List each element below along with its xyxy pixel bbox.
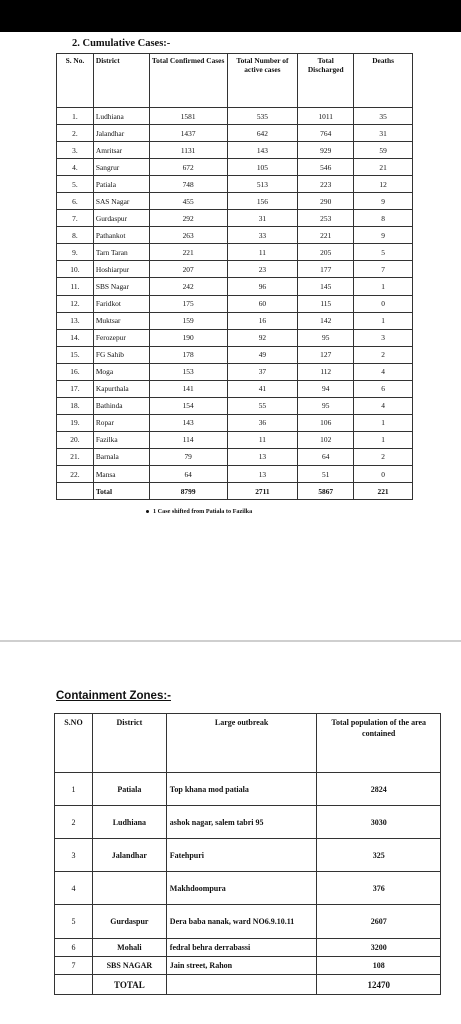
cell-sno: 2. <box>57 125 94 142</box>
cell-active: 143 <box>227 142 298 159</box>
cell-deaths: 31 <box>354 125 413 142</box>
cell-district: Hoshiarpur <box>93 261 149 278</box>
cell-sno: 20. <box>57 431 94 448</box>
table-row <box>55 939 441 957</box>
cell-active: 642 <box>227 125 298 142</box>
table-row <box>57 346 413 363</box>
cell-active: 513 <box>227 176 298 193</box>
cell-active: 23 <box>227 261 298 278</box>
header-sno: S. No. <box>57 54 94 108</box>
cell-deaths: 9 <box>354 227 413 244</box>
cell-outbreak: ashok nagar, salem tabri 95 <box>166 806 317 839</box>
cell-discharged: 127 <box>298 346 354 363</box>
cell-deaths: 5 <box>354 244 413 261</box>
cell-district: Gurdaspur <box>92 905 166 939</box>
cell-district: TOTAL <box>92 975 166 995</box>
cell-confirmed: 64 <box>149 465 227 482</box>
cell-active: 535 <box>227 108 298 125</box>
cell-active: 11 <box>227 431 298 448</box>
cell-sno: 16. <box>57 363 94 380</box>
cell-district: Jalandhar <box>92 839 166 872</box>
cell-discharged: 1011 <box>298 108 354 125</box>
cell-sno: 1 <box>55 773 93 806</box>
cell-district: Muktsar <box>93 312 149 329</box>
cell-active: 105 <box>227 159 298 176</box>
cell-active: 92 <box>227 329 298 346</box>
table-row <box>55 839 441 872</box>
cell-active: 2711 <box>227 483 298 500</box>
cell-confirmed: 154 <box>149 397 227 414</box>
cell-district: Sangrur <box>93 159 149 176</box>
cell-population: 3030 <box>317 806 441 839</box>
cell-population: 325 <box>317 839 441 872</box>
cell-sno: 3. <box>57 142 94 159</box>
cell-confirmed: 178 <box>149 346 227 363</box>
cell-sno: 3 <box>55 839 93 872</box>
cell-deaths: 1 <box>354 312 413 329</box>
cell-active: 13 <box>227 448 298 465</box>
table-row <box>57 380 413 397</box>
header-sno: S.NO <box>55 714 93 773</box>
cell-deaths: 12 <box>354 176 413 193</box>
table-row <box>57 397 413 414</box>
cell-sno: 4. <box>57 159 94 176</box>
cell-district <box>92 872 166 905</box>
table-row <box>57 244 413 261</box>
cell-sno: 22. <box>57 465 94 482</box>
cell-sno: 17. <box>57 380 94 397</box>
cell-discharged: 142 <box>298 312 354 329</box>
cell-discharged: 290 <box>298 193 354 210</box>
cell-population: 2824 <box>317 773 441 806</box>
cell-outbreak: Makhdoompura <box>166 872 317 905</box>
table-row <box>55 957 441 975</box>
cell-district: SAS Nagar <box>93 193 149 210</box>
cell-deaths: 221 <box>354 483 413 500</box>
cell-discharged: 106 <box>298 414 354 431</box>
cell-district: Gurdaspur <box>93 210 149 227</box>
cell-sno: 15. <box>57 346 94 363</box>
cell-deaths: 6 <box>354 380 413 397</box>
cell-discharged: 221 <box>298 227 354 244</box>
cell-discharged: 102 <box>298 431 354 448</box>
cell-confirmed: 159 <box>149 312 227 329</box>
cumulative-cases-table <box>56 53 413 500</box>
cell-sno: 19. <box>57 414 94 431</box>
table-row <box>57 329 413 346</box>
cell-discharged: 64 <box>298 448 354 465</box>
cell-sno: 14. <box>57 329 94 346</box>
cell-sno: 13. <box>57 312 94 329</box>
cell-confirmed: 141 <box>149 380 227 397</box>
footnote-text: 1 Case shifted from Patiala to Fazilka <box>153 508 253 515</box>
header-deaths: Deaths <box>354 54 413 108</box>
table-row <box>57 261 413 278</box>
cell-deaths: 0 <box>354 465 413 482</box>
containment-zones-title: Containment Zones:- <box>56 690 171 702</box>
cell-district: Bathinda <box>93 397 149 414</box>
table-row <box>57 465 413 482</box>
containment-zones-body <box>55 773 441 995</box>
cell-district: Total <box>93 483 149 500</box>
cell-district: Patiala <box>93 176 149 193</box>
cell-discharged: 205 <box>298 244 354 261</box>
cell-active: 33 <box>227 227 298 244</box>
cell-confirmed: 292 <box>149 210 227 227</box>
table-row <box>55 773 441 806</box>
cell-deaths: 1 <box>354 278 413 295</box>
cell-confirmed: 242 <box>149 278 227 295</box>
cell-discharged: 253 <box>298 210 354 227</box>
cell-sno: 7. <box>57 210 94 227</box>
cell-district: Tarn Taran <box>93 244 149 261</box>
cumulative-cases-title: 2. Cumulative Cases:- <box>72 38 171 49</box>
cell-population: 3200 <box>317 939 441 957</box>
cell-active: 11 <box>227 244 298 261</box>
cell-sno: 10. <box>57 261 94 278</box>
cell-discharged: 115 <box>298 295 354 312</box>
cell-sno: 6 <box>55 939 93 957</box>
containment-zones-table <box>54 713 441 995</box>
cell-sno: 5. <box>57 176 94 193</box>
cell-district: Barnala <box>93 448 149 465</box>
header-outbreak: Large outbreak <box>166 714 317 773</box>
cell-sno: 7 <box>55 957 93 975</box>
table-row <box>57 159 413 176</box>
cell-sno <box>57 483 94 500</box>
cell-active: 41 <box>227 380 298 397</box>
header-district: District <box>92 714 166 773</box>
cell-confirmed: 263 <box>149 227 227 244</box>
table-row <box>57 414 413 431</box>
table-row <box>57 363 413 380</box>
cell-district: Fazilka <box>93 431 149 448</box>
table-row <box>57 108 413 125</box>
table-row <box>57 142 413 159</box>
table-row <box>55 905 441 939</box>
cell-district: Amritsar <box>93 142 149 159</box>
table-row <box>57 312 413 329</box>
cell-district: Jalandhar <box>93 125 149 142</box>
cell-district: Ferozepur <box>93 329 149 346</box>
table-row <box>57 125 413 142</box>
cell-sno: 5 <box>55 905 93 939</box>
cell-district: Ludhiana <box>92 806 166 839</box>
cell-deaths: 3 <box>354 329 413 346</box>
cell-district: Pathankot <box>93 227 149 244</box>
cell-discharged: 51 <box>298 465 354 482</box>
cell-active: 55 <box>227 397 298 414</box>
cell-sno: 11. <box>57 278 94 295</box>
table-row <box>57 431 413 448</box>
cell-outbreak: fedral behra derrabassi <box>166 939 317 957</box>
cell-discharged: 112 <box>298 363 354 380</box>
cell-sno: 6. <box>57 193 94 210</box>
header-district: District <box>93 54 149 108</box>
cell-confirmed: 455 <box>149 193 227 210</box>
cell-outbreak: Jain street, Rahon <box>166 957 317 975</box>
cell-outbreak: Fatehpuri <box>166 839 317 872</box>
cell-deaths: 1 <box>354 414 413 431</box>
cell-discharged: 929 <box>298 142 354 159</box>
cell-discharged: 546 <box>298 159 354 176</box>
cell-district: Kapurthala <box>93 380 149 397</box>
cell-sno: 18. <box>57 397 94 414</box>
cell-sno: 12. <box>57 295 94 312</box>
cell-active: 37 <box>227 363 298 380</box>
cell-sno: 4 <box>55 872 93 905</box>
cell-active: 60 <box>227 295 298 312</box>
cell-confirmed: 221 <box>149 244 227 261</box>
cell-outbreak: Dera baba nanak, ward NO6.9.10.11 <box>166 905 317 939</box>
cell-population: 12470 <box>317 975 441 995</box>
cell-discharged: 95 <box>298 397 354 414</box>
cell-deaths: 4 <box>354 397 413 414</box>
cell-outbreak: Top khana mod patiala <box>166 773 317 806</box>
cell-deaths: 2 <box>354 346 413 363</box>
cell-discharged: 95 <box>298 329 354 346</box>
cumulative-cases-body <box>57 108 413 500</box>
cell-confirmed: 1437 <box>149 125 227 142</box>
cell-confirmed: 190 <box>149 329 227 346</box>
table-row <box>57 227 413 244</box>
cell-sno: 9. <box>57 244 94 261</box>
cell-discharged: 145 <box>298 278 354 295</box>
cell-sno: 2 <box>55 806 93 839</box>
cell-discharged: 764 <box>298 125 354 142</box>
cell-confirmed: 1131 <box>149 142 227 159</box>
cell-active: 156 <box>227 193 298 210</box>
cell-sno: 8. <box>57 227 94 244</box>
cell-sno: 21. <box>57 448 94 465</box>
cell-deaths: 59 <box>354 142 413 159</box>
cell-district: Mohali <box>92 939 166 957</box>
total-row <box>55 975 441 995</box>
cell-deaths: 4 <box>354 363 413 380</box>
cell-discharged: 223 <box>298 176 354 193</box>
cell-outbreak <box>166 975 317 995</box>
cell-district: SBS NAGAR <box>92 957 166 975</box>
cell-district: Moga <box>93 363 149 380</box>
cell-confirmed: 207 <box>149 261 227 278</box>
cell-active: 16 <box>227 312 298 329</box>
table-row <box>57 295 413 312</box>
cell-confirmed: 79 <box>149 448 227 465</box>
cell-active: 96 <box>227 278 298 295</box>
cell-deaths: 1 <box>354 431 413 448</box>
cell-confirmed: 8799 <box>149 483 227 500</box>
cell-active: 13 <box>227 465 298 482</box>
cell-active: 49 <box>227 346 298 363</box>
cell-district: SBS Nagar <box>93 278 149 295</box>
top-black-bar <box>0 0 461 32</box>
table-row <box>55 806 441 839</box>
header-discharged: Total Discharged <box>298 54 354 108</box>
cell-confirmed: 175 <box>149 295 227 312</box>
table-row <box>55 872 441 905</box>
cell-district: Mansa <box>93 465 149 482</box>
cell-population: 2607 <box>317 905 441 939</box>
footnote <box>146 508 252 515</box>
table-row <box>57 448 413 465</box>
cell-district: Ludhiana <box>93 108 149 125</box>
cell-sno <box>55 975 93 995</box>
cell-deaths: 8 <box>354 210 413 227</box>
cell-discharged: 5867 <box>298 483 354 500</box>
cell-deaths: 0 <box>354 295 413 312</box>
table-header-row <box>57 54 413 108</box>
table-row <box>57 278 413 295</box>
cell-confirmed: 114 <box>149 431 227 448</box>
table-row <box>57 210 413 227</box>
cell-discharged: 94 <box>298 380 354 397</box>
cell-active: 36 <box>227 414 298 431</box>
cell-confirmed: 1581 <box>149 108 227 125</box>
table-header-row <box>55 714 441 773</box>
cell-discharged: 177 <box>298 261 354 278</box>
cell-district: FG Sahib <box>93 346 149 363</box>
cell-sno: 1. <box>57 108 94 125</box>
cell-district: Patiala <box>92 773 166 806</box>
cell-confirmed: 748 <box>149 176 227 193</box>
cell-deaths: 9 <box>354 193 413 210</box>
cell-population: 108 <box>317 957 441 975</box>
header-confirmed: Total Confirmed Cases <box>149 54 227 108</box>
cell-district: Faridkot <box>93 295 149 312</box>
cell-deaths: 7 <box>354 261 413 278</box>
cell-population: 376 <box>317 872 441 905</box>
cell-confirmed: 153 <box>149 363 227 380</box>
cell-deaths: 21 <box>354 159 413 176</box>
cell-active: 31 <box>227 210 298 227</box>
cell-deaths: 2 <box>354 448 413 465</box>
table-row <box>57 176 413 193</box>
bullet-icon <box>146 510 149 513</box>
header-active: Total Number of active cases <box>227 54 298 108</box>
table-row <box>57 193 413 210</box>
total-row <box>57 483 413 500</box>
cell-deaths: 35 <box>354 108 413 125</box>
cell-confirmed: 143 <box>149 414 227 431</box>
cell-district: Ropar <box>93 414 149 431</box>
cell-confirmed: 672 <box>149 159 227 176</box>
header-population: Total population of the area contained <box>317 714 441 773</box>
